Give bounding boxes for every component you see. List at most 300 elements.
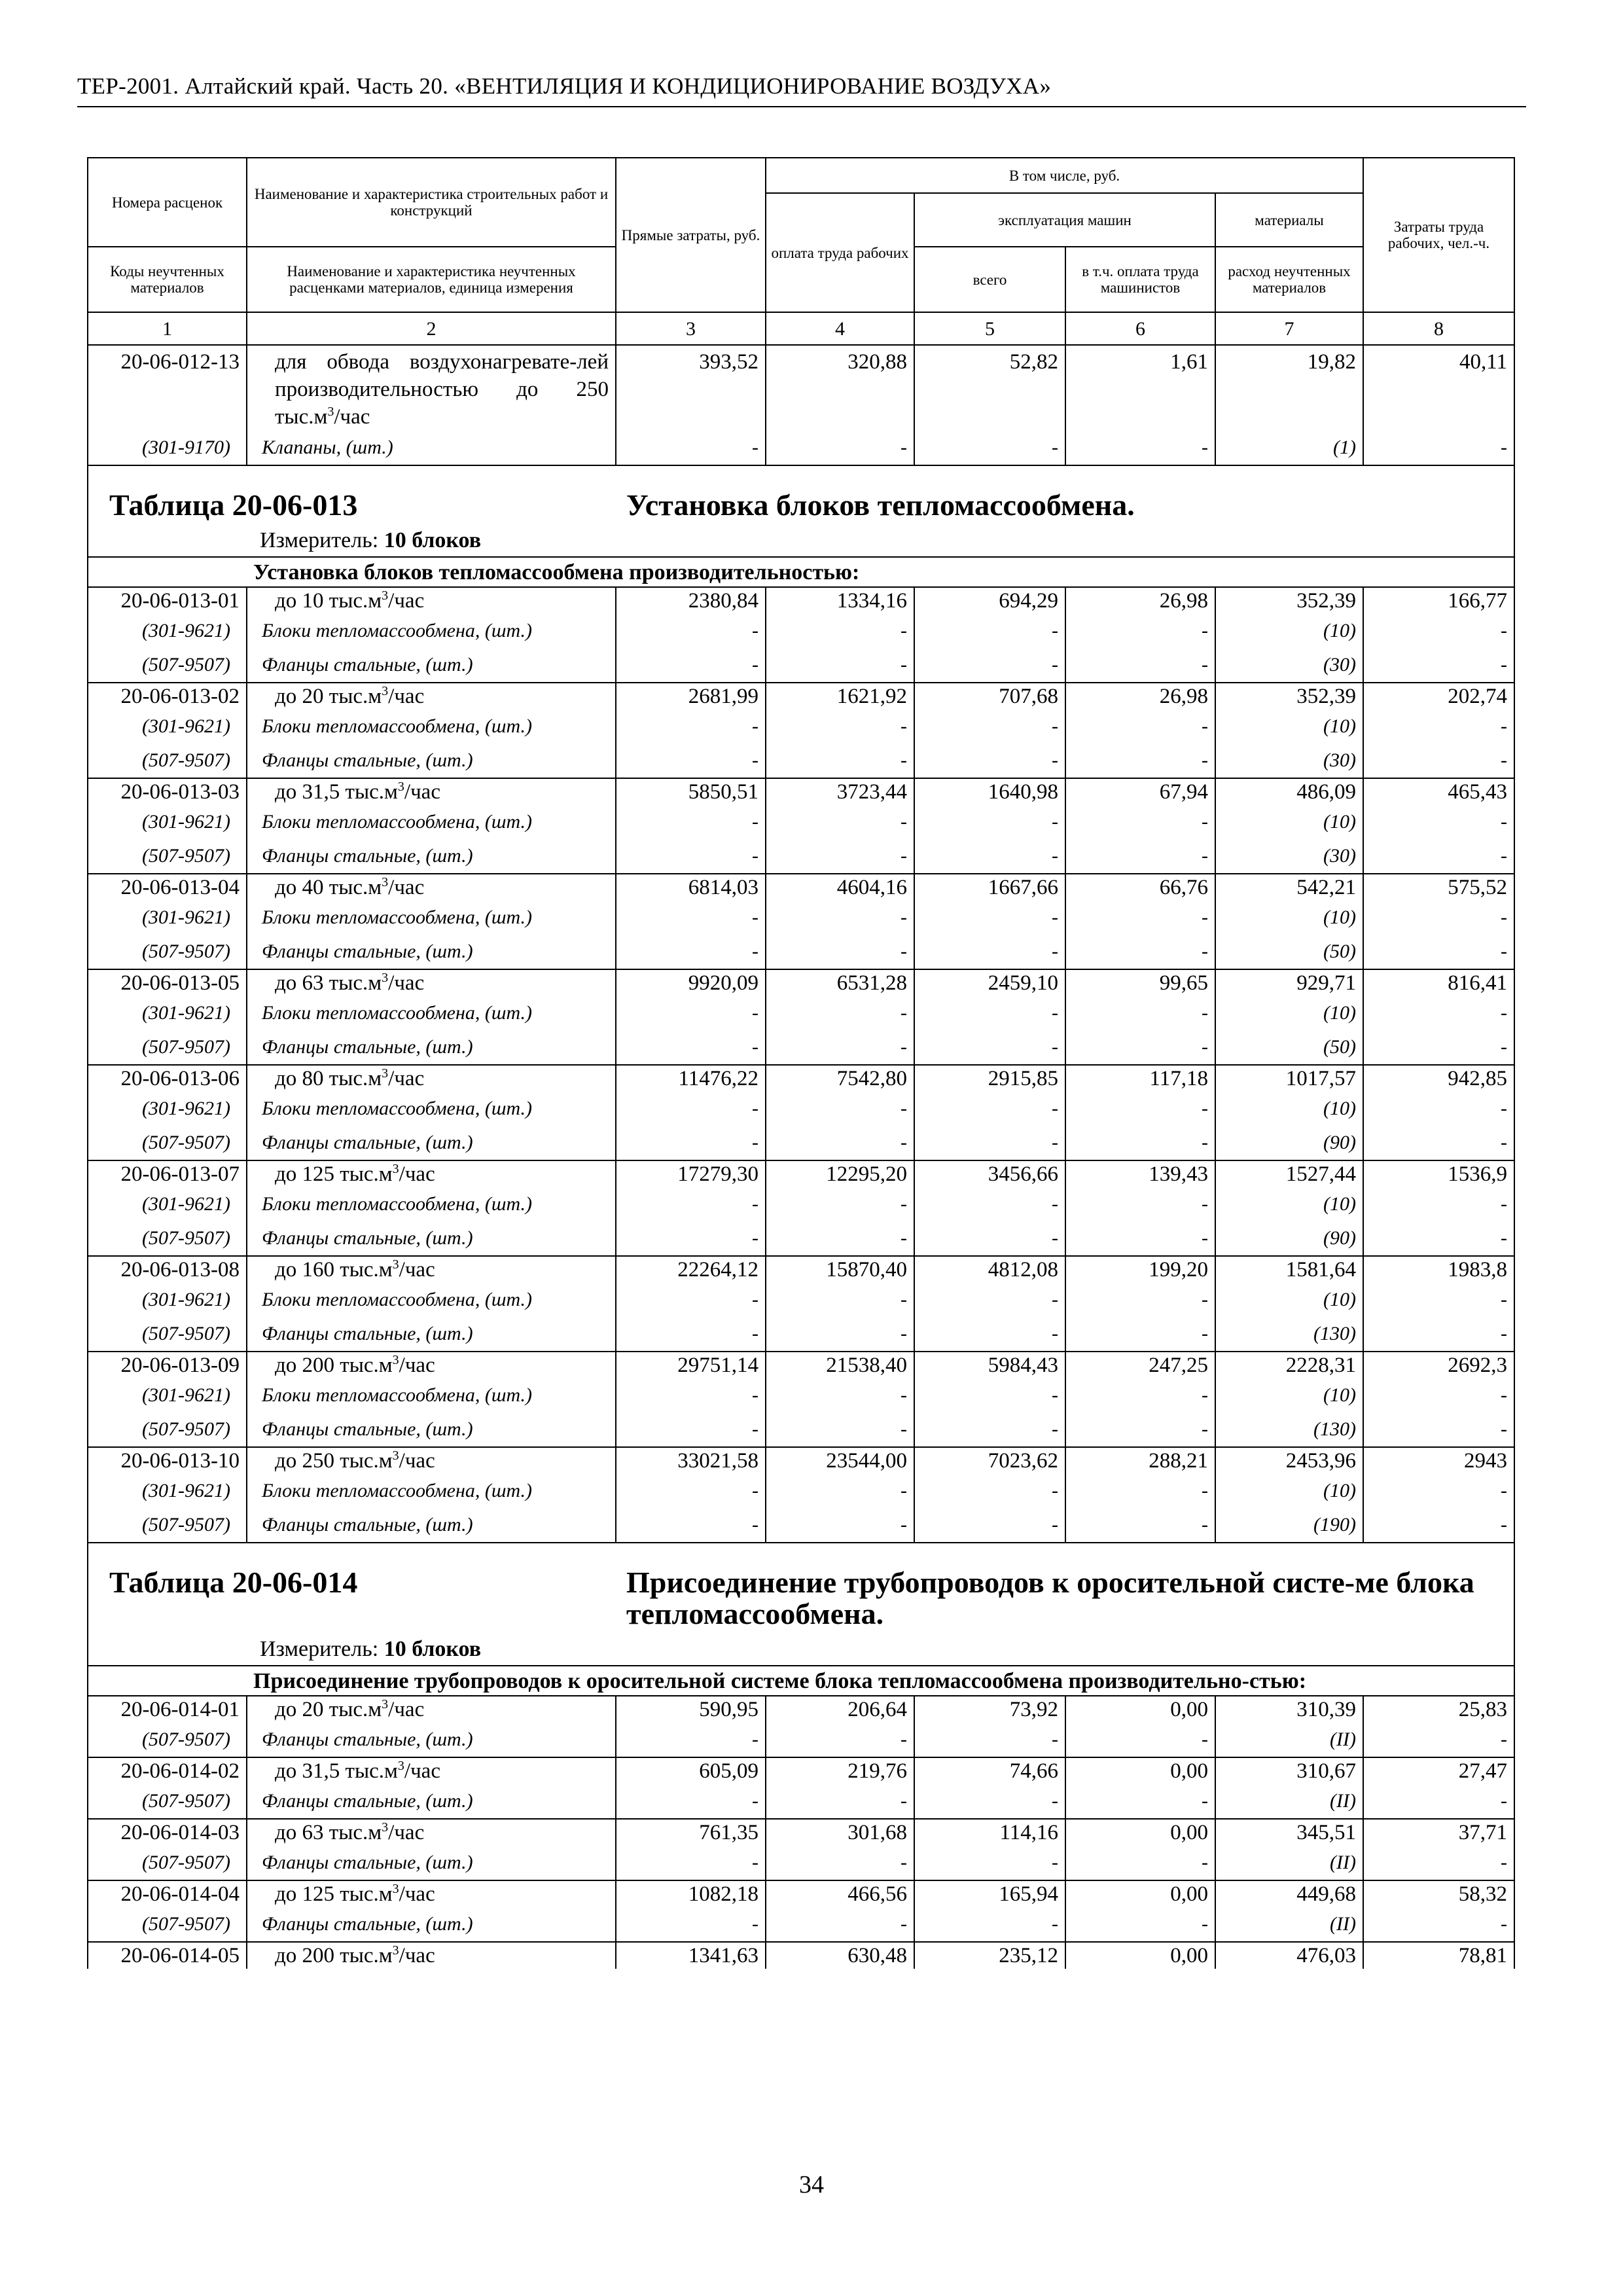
- value-operators: -: [1065, 431, 1215, 465]
- value-labor: -: [1363, 1784, 1514, 1819]
- value-operators: 288,21: [1065, 1447, 1215, 1474]
- value-labor: 37,71: [1363, 1819, 1514, 1846]
- rate-name-text: до 40 тыс.м: [275, 876, 382, 899]
- section-heading: Установка блоков тепломассообмена производительностью:: [88, 557, 1514, 587]
- value-labor: 1536,9: [1363, 1160, 1514, 1187]
- rate-name-unit: /час: [388, 1821, 425, 1844]
- material-name: Фланцы стальные, (шт.): [247, 1723, 616, 1757]
- value-wages: -: [766, 648, 914, 683]
- material-name: Блоки тепломассообмена, (шт.): [247, 1378, 616, 1412]
- column-number: 2: [247, 312, 616, 345]
- table-row: [88, 1757, 1514, 1784]
- table-row: [88, 1447, 1514, 1474]
- page-number: 34: [799, 2171, 824, 2198]
- column-number: 1: [88, 312, 247, 345]
- value-operators: -: [1065, 935, 1215, 969]
- value-materials: 1017,57: [1215, 1065, 1363, 1092]
- value-operators: -: [1065, 1317, 1215, 1352]
- material-code: (507-9507): [88, 744, 247, 778]
- table-row: [88, 1160, 1514, 1187]
- value-direct: -: [616, 1030, 766, 1065]
- rate-code: 20-06-014-04: [88, 1880, 247, 1907]
- value-wages: -: [766, 839, 914, 874]
- value-materials: (90): [1215, 1126, 1363, 1160]
- rate-name: [247, 969, 616, 996]
- rate-name: [247, 587, 616, 614]
- value-wages: -: [766, 744, 914, 778]
- rate-name-text: до 125 тыс.м: [275, 1162, 393, 1186]
- value-operators: 0,00: [1065, 1819, 1215, 1846]
- material-row: [88, 1784, 1514, 1819]
- material-row: [88, 1378, 1514, 1412]
- section-heading: Присоединение трубопроводов к оросительной системе блока тепломассообмена производительно-стью:: [88, 1666, 1514, 1696]
- value-materials: (10): [1215, 1092, 1363, 1126]
- value-operators: -: [1065, 839, 1215, 874]
- material-row: [88, 935, 1514, 969]
- value-machines: 707,68: [914, 683, 1065, 709]
- value-wages: -: [766, 709, 914, 744]
- rate-name: [247, 1942, 616, 1969]
- value-materials: 476,03: [1215, 1942, 1363, 1969]
- value-labor: 166,77: [1363, 587, 1514, 614]
- value-operators: -: [1065, 1907, 1215, 1942]
- table-row: [88, 345, 1514, 431]
- table-row: [88, 1696, 1514, 1723]
- value-wages: -: [766, 614, 914, 648]
- rate-code: 20-06-014-05: [88, 1942, 247, 1969]
- material-code: (507-9507): [88, 648, 247, 683]
- table-row: [88, 683, 1514, 709]
- rate-name-text: до 63 тыс.м: [275, 1821, 382, 1844]
- value-materials: (130): [1215, 1412, 1363, 1447]
- rate-name-text: до 125 тыс.м: [275, 1882, 393, 1906]
- hdr-operators-wages: в т.ч. оплата труда машинистов: [1065, 247, 1215, 312]
- value-labor: 2943: [1363, 1447, 1514, 1474]
- section-heading-row: [88, 1666, 1514, 1696]
- material-row: [88, 1187, 1514, 1221]
- rate-name-sup: 3: [382, 1697, 389, 1712]
- value-wages: -: [766, 1784, 914, 1819]
- rate-name-unit: /час: [399, 1449, 435, 1473]
- rate-name-sup: 3: [382, 1066, 389, 1081]
- value-operators: 0,00: [1065, 1942, 1215, 1969]
- value-materials: (30): [1215, 648, 1363, 683]
- measure-value: 10 блоков: [383, 1637, 482, 1661]
- value-labor: -: [1363, 1474, 1514, 1508]
- value-direct: 393,52: [616, 345, 766, 431]
- material-code: (507-9507): [88, 1030, 247, 1065]
- material-row: [88, 1283, 1514, 1317]
- value-operators: 26,98: [1065, 683, 1215, 709]
- value-wages: -: [766, 1508, 914, 1543]
- value-materials: (50): [1215, 935, 1363, 969]
- value-machines: -: [914, 1412, 1065, 1447]
- table-row: [88, 969, 1514, 996]
- rate-name: [247, 1160, 616, 1187]
- value-labor: -: [1363, 1221, 1514, 1256]
- hdr-name-bottom: Наименование и характеристика неучтенных расценками материалов, единица измерения: [247, 247, 616, 312]
- table-row: [88, 1256, 1514, 1283]
- rate-code: 20-06-012-13: [88, 345, 247, 431]
- value-materials: 1581,64: [1215, 1256, 1363, 1283]
- rate-name-text: до 20 тыс.м: [275, 1698, 382, 1721]
- value-materials: 449,68: [1215, 1880, 1363, 1907]
- column-numbers-row: [88, 312, 1514, 345]
- value-materials: (10): [1215, 709, 1363, 744]
- material-row: [88, 1474, 1514, 1508]
- value-wages: -: [766, 1846, 914, 1880]
- value-machines: 52,82: [914, 345, 1065, 431]
- running-head: ТЕР-2001. Алтайский край. Часть 20. «ВЕНТИЛЯЦИЯ И КОНДИЦИОНИРОВАНИЕ ВОЗДУХА»: [77, 73, 1052, 99]
- measure: [95, 1636, 1507, 1662]
- value-labor: -: [1363, 1508, 1514, 1543]
- value-machines: -: [914, 1126, 1065, 1160]
- rate-name-sup: 3: [392, 1882, 399, 1896]
- value-machines: 165,94: [914, 1880, 1065, 1907]
- value-materials: (II): [1215, 1723, 1363, 1757]
- value-machines: 235,12: [914, 1942, 1065, 1969]
- value-machines: -: [914, 1283, 1065, 1317]
- value-materials: (50): [1215, 1030, 1363, 1065]
- value-materials: (10): [1215, 901, 1363, 935]
- material-code: (507-9507): [88, 1317, 247, 1352]
- value-materials: 19,82: [1215, 345, 1363, 431]
- value-operators: -: [1065, 996, 1215, 1030]
- value-direct: 22264,12: [616, 1256, 766, 1283]
- rate-code: 20-06-014-02: [88, 1757, 247, 1784]
- rate-name-sup: 3: [327, 404, 334, 419]
- value-machines: 2459,10: [914, 969, 1065, 996]
- value-direct: -: [616, 935, 766, 969]
- value-wages: 206,64: [766, 1696, 914, 1723]
- table-row: [88, 778, 1514, 805]
- value-operators: -: [1065, 1092, 1215, 1126]
- value-labor: 58,32: [1363, 1880, 1514, 1907]
- value-direct: -: [616, 1317, 766, 1352]
- value-labor: 27,47: [1363, 1757, 1514, 1784]
- value-materials: (1): [1215, 431, 1363, 465]
- hdr-direct: Прямые затраты, руб.: [616, 158, 766, 312]
- price-table: [87, 157, 1515, 1969]
- value-materials: 345,51: [1215, 1819, 1363, 1846]
- value-direct: -: [616, 709, 766, 744]
- value-operators: -: [1065, 648, 1215, 683]
- value-labor: 575,52: [1363, 874, 1514, 901]
- value-machines: 1640,98: [914, 778, 1065, 805]
- value-materials: (30): [1215, 744, 1363, 778]
- hdr-material-use: расход неучтенных материалов: [1215, 247, 1363, 312]
- hdr-name-top: Наименование и характеристика строительных работ и конструкций: [247, 158, 616, 247]
- column-number: 3: [616, 312, 766, 345]
- rate-code: 20-06-013-07: [88, 1160, 247, 1187]
- rate-name-unit: /час: [404, 780, 440, 804]
- hdr-labor-hours: Затраты труда рабочих, чел.-ч.: [1363, 158, 1514, 312]
- hdr-machines-total: всего: [914, 247, 1065, 312]
- material-name: Фланцы стальные, (шт.): [247, 1221, 616, 1256]
- value-machines: -: [914, 709, 1065, 744]
- value-materials: (II): [1215, 1907, 1363, 1942]
- value-materials: 486,09: [1215, 778, 1363, 805]
- value-operators: 117,18: [1065, 1065, 1215, 1092]
- value-direct: -: [616, 1283, 766, 1317]
- table-title-cell: [88, 465, 1514, 557]
- value-wages: -: [766, 996, 914, 1030]
- value-operators: 67,94: [1065, 778, 1215, 805]
- value-direct: -: [616, 839, 766, 874]
- material-name: Фланцы стальные, (шт.): [247, 1412, 616, 1447]
- material-name: Блоки тепломассообмена, (шт.): [247, 709, 616, 744]
- value-direct: 33021,58: [616, 1447, 766, 1474]
- rate-name-sup: 3: [382, 1820, 389, 1835]
- value-machines: 3456,66: [914, 1160, 1065, 1187]
- rate-name-sup: 3: [392, 1162, 399, 1176]
- value-direct: 590,95: [616, 1696, 766, 1723]
- material-row: [88, 1126, 1514, 1160]
- value-wages: 4604,16: [766, 874, 914, 901]
- value-materials: (130): [1215, 1317, 1363, 1352]
- material-row: [88, 1907, 1514, 1942]
- material-row: [88, 431, 1514, 465]
- material-name: Фланцы стальные, (шт.): [247, 1907, 616, 1942]
- value-machines: -: [914, 901, 1065, 935]
- value-operators: -: [1065, 614, 1215, 648]
- material-code: (507-9507): [88, 1508, 247, 1543]
- material-row: [88, 744, 1514, 778]
- rate-name-text: до 80 тыс.м: [275, 1067, 382, 1090]
- value-machines: 114,16: [914, 1819, 1065, 1846]
- value-wages: -: [766, 1030, 914, 1065]
- value-materials: 1527,44: [1215, 1160, 1363, 1187]
- value-materials: (II): [1215, 1846, 1363, 1880]
- value-machines: -: [914, 1723, 1065, 1757]
- material-row: [88, 709, 1514, 744]
- rate-code: 20-06-013-09: [88, 1352, 247, 1378]
- table-row: [88, 1942, 1514, 1969]
- material-name: Блоки тепломассообмена, (шт.): [247, 614, 616, 648]
- value-wages: -: [766, 1126, 914, 1160]
- value-direct: -: [616, 431, 766, 465]
- value-materials: (II): [1215, 1784, 1363, 1819]
- rate-name-text: до 10 тыс.м: [275, 589, 382, 613]
- rate-name-sup: 3: [382, 684, 389, 698]
- rate-name-sup: 3: [382, 971, 389, 985]
- rate-name-sup: 3: [392, 1257, 399, 1272]
- rate-name: [247, 345, 616, 431]
- value-labor: -: [1363, 935, 1514, 969]
- rate-name-unit: /час: [399, 1882, 435, 1906]
- value-direct: -: [616, 1907, 766, 1942]
- value-wages: 219,76: [766, 1757, 914, 1784]
- value-operators: -: [1065, 1723, 1215, 1757]
- value-wages: -: [766, 1723, 914, 1757]
- value-operators: -: [1065, 1126, 1215, 1160]
- value-materials: 2228,31: [1215, 1352, 1363, 1378]
- rate-name-unit: /час: [404, 1759, 440, 1783]
- material-code: (507-9507): [88, 1221, 247, 1256]
- value-machines: 73,92: [914, 1696, 1065, 1723]
- value-labor: -: [1363, 614, 1514, 648]
- table-title-row: [88, 1543, 1514, 1666]
- value-machines: 1667,66: [914, 874, 1065, 901]
- value-wages: 301,68: [766, 1819, 914, 1846]
- value-labor: -: [1363, 744, 1514, 778]
- value-labor: -: [1363, 1907, 1514, 1942]
- material-name: Фланцы стальные, (шт.): [247, 648, 616, 683]
- rate-name-unit: /час: [399, 1354, 435, 1377]
- value-operators: 0,00: [1065, 1696, 1215, 1723]
- value-materials: (30): [1215, 839, 1363, 874]
- value-labor: -: [1363, 1317, 1514, 1352]
- value-materials: (10): [1215, 996, 1363, 1030]
- value-wages: 15870,40: [766, 1256, 914, 1283]
- value-materials: (10): [1215, 614, 1363, 648]
- material-code: (507-9507): [88, 1126, 247, 1160]
- material-code: (507-9507): [88, 1412, 247, 1447]
- value-wages: 466,56: [766, 1880, 914, 1907]
- value-wages: -: [766, 935, 914, 969]
- rate-code: 20-06-014-01: [88, 1696, 247, 1723]
- value-machines: 5984,43: [914, 1352, 1065, 1378]
- value-materials: (10): [1215, 1187, 1363, 1221]
- rate-name: [247, 778, 616, 805]
- hdr-incl: В том числе, руб.: [766, 158, 1363, 193]
- value-operators: 66,76: [1065, 874, 1215, 901]
- value-operators: -: [1065, 805, 1215, 839]
- rate-name-text: до 200 тыс.м: [275, 1354, 393, 1377]
- hdr-code-bottom: Коды неучтенных материалов: [88, 247, 247, 312]
- table-row: [88, 1352, 1514, 1378]
- rate-name-sup: 3: [382, 588, 389, 603]
- hdr-materials: материалы: [1215, 193, 1363, 247]
- value-operators: 139,43: [1065, 1160, 1215, 1187]
- rate-code: 20-06-013-08: [88, 1256, 247, 1283]
- value-machines: -: [914, 1508, 1065, 1543]
- rate-name-sup: 3: [392, 1353, 399, 1367]
- material-row: [88, 1092, 1514, 1126]
- value-machines: 7023,62: [914, 1447, 1065, 1474]
- material-code: (301-9621): [88, 1187, 247, 1221]
- value-materials: 310,39: [1215, 1696, 1363, 1723]
- rate-name: [247, 874, 616, 901]
- column-number: 5: [914, 312, 1065, 345]
- value-labor: -: [1363, 1126, 1514, 1160]
- rate-name-unit: /час: [399, 1944, 435, 1967]
- value-materials: 352,39: [1215, 587, 1363, 614]
- value-materials: (10): [1215, 805, 1363, 839]
- material-name: Блоки тепломассообмена, (шт.): [247, 901, 616, 935]
- table-title: [95, 1567, 1507, 1630]
- value-direct: 2681,99: [616, 683, 766, 709]
- value-wages: -: [766, 805, 914, 839]
- rate-name-sup: 3: [392, 1448, 399, 1463]
- value-machines: -: [914, 935, 1065, 969]
- value-direct: 5850,51: [616, 778, 766, 805]
- value-direct: -: [616, 614, 766, 648]
- rate-name: [247, 1819, 616, 1846]
- value-direct: 1082,18: [616, 1880, 766, 1907]
- value-direct: -: [616, 744, 766, 778]
- value-direct: -: [616, 805, 766, 839]
- material-name: Блоки тепломассообмена, (шт.): [247, 1187, 616, 1221]
- value-labor: 40,11: [1363, 345, 1514, 431]
- value-materials: (190): [1215, 1508, 1363, 1543]
- measure-label: Измеритель:: [260, 528, 379, 552]
- value-operators: 99,65: [1065, 969, 1215, 996]
- rate-name-unit: /час: [388, 589, 425, 613]
- material-code: (301-9621): [88, 709, 247, 744]
- value-labor: -: [1363, 996, 1514, 1030]
- value-machines: -: [914, 1317, 1065, 1352]
- material-code: (301-9621): [88, 996, 247, 1030]
- rate-name-unit: /час: [388, 876, 425, 899]
- value-operators: -: [1065, 709, 1215, 744]
- rate-name-unit: /час: [399, 1258, 435, 1282]
- value-labor: -: [1363, 709, 1514, 744]
- value-operators: 0,00: [1065, 1880, 1215, 1907]
- column-number: 8: [1363, 312, 1514, 345]
- value-materials: 542,21: [1215, 874, 1363, 901]
- value-materials: (10): [1215, 1283, 1363, 1317]
- value-wages: -: [766, 1412, 914, 1447]
- rate-name-text: до 250 тыс.м: [275, 1449, 393, 1473]
- rate-name-unit: /час: [399, 1162, 435, 1186]
- rate-name-text: до 31,5 тыс.м: [275, 1759, 398, 1783]
- material-name: Фланцы стальные, (шт.): [247, 1317, 616, 1352]
- value-machines: -: [914, 1474, 1065, 1508]
- value-wages: -: [766, 1474, 914, 1508]
- value-labor: 78,81: [1363, 1942, 1514, 1969]
- material-code: (301-9621): [88, 614, 247, 648]
- rate-name-sup: 3: [397, 780, 404, 794]
- value-materials: (90): [1215, 1221, 1363, 1256]
- value-wages: 23544,00: [766, 1447, 914, 1474]
- rate-name: [247, 1256, 616, 1283]
- value-machines: -: [914, 1378, 1065, 1412]
- value-direct: -: [616, 648, 766, 683]
- material-code: (507-9507): [88, 1723, 247, 1757]
- rate-name-unit: /час: [388, 971, 425, 995]
- value-direct: 1341,63: [616, 1942, 766, 1969]
- value-wages: 1334,16: [766, 587, 914, 614]
- rate-name-text: до 31,5 тыс.м: [275, 780, 398, 804]
- value-operators: 199,20: [1065, 1256, 1215, 1283]
- material-row: [88, 1317, 1514, 1352]
- material-code: (301-9621): [88, 1378, 247, 1412]
- rate-name-unit: /час: [334, 405, 370, 429]
- value-wages: -: [766, 1317, 914, 1352]
- rate-name: [247, 1352, 616, 1378]
- value-wages: -: [766, 431, 914, 465]
- value-operators: 0,00: [1065, 1757, 1215, 1784]
- material-row: [88, 901, 1514, 935]
- rate-name: [247, 1447, 616, 1474]
- column-number: 7: [1215, 312, 1363, 345]
- value-machines: -: [914, 431, 1065, 465]
- value-machines: 74,66: [914, 1757, 1065, 1784]
- value-direct: -: [616, 1508, 766, 1543]
- material-name: Блоки тепломассообмена, (шт.): [247, 1283, 616, 1317]
- value-labor: -: [1363, 1412, 1514, 1447]
- value-direct: -: [616, 1221, 766, 1256]
- material-row: [88, 1846, 1514, 1880]
- rate-name: [247, 1696, 616, 1723]
- section-heading-row: [88, 557, 1514, 587]
- value-labor: -: [1363, 1030, 1514, 1065]
- value-materials: 929,71: [1215, 969, 1363, 996]
- value-labor: -: [1363, 431, 1514, 465]
- value-machines: -: [914, 839, 1065, 874]
- value-labor: -: [1363, 1187, 1514, 1221]
